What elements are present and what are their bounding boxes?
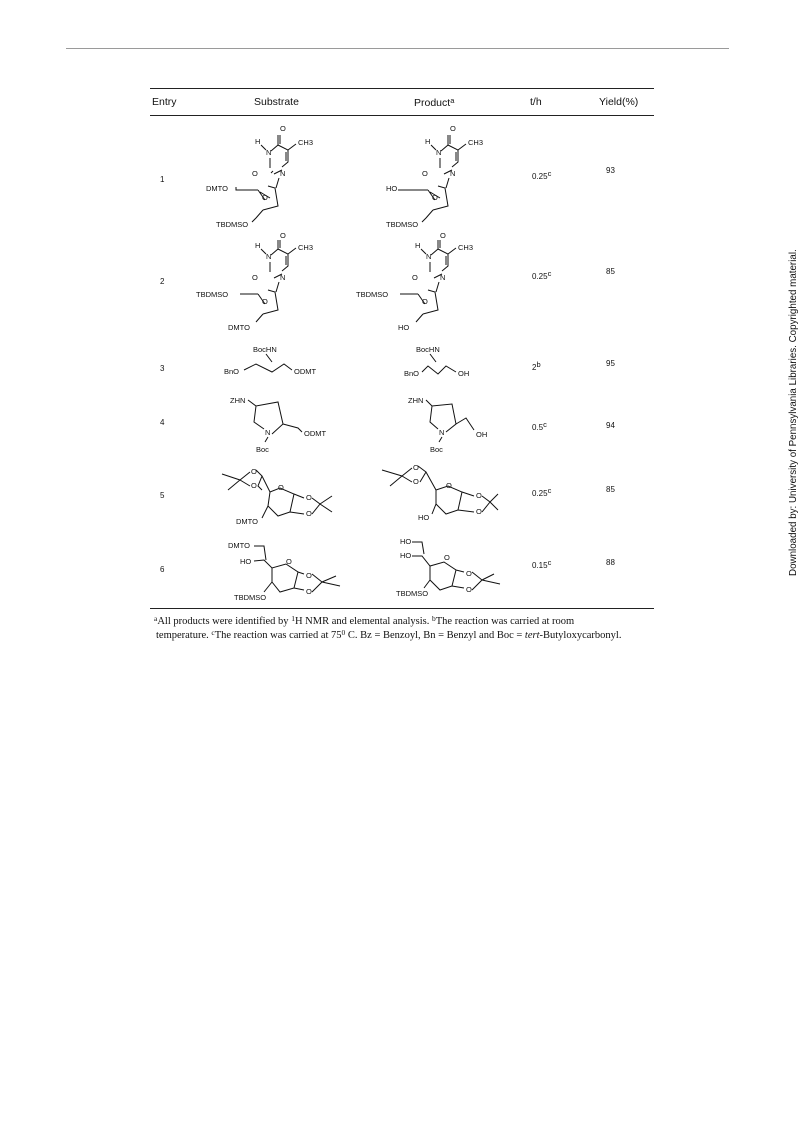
atom-label: N: [426, 252, 432, 261]
atom-label: CH3: [298, 138, 314, 147]
atom-label: O: [412, 273, 418, 282]
header-substrate: Substrate: [254, 96, 299, 108]
atom-label: TBDMSO: [356, 290, 389, 299]
atom-label: TBDMSO: [216, 220, 249, 229]
entry-2: 2: [160, 277, 165, 286]
header-time: t/h: [530, 96, 542, 108]
yield-4: 94: [606, 421, 615, 430]
yield-1: 93: [606, 166, 615, 175]
time-2: 0.25c: [532, 269, 552, 281]
table-top-rule: [150, 88, 654, 89]
atom-label: O: [466, 585, 472, 594]
atom-label: O: [286, 557, 292, 566]
footnote-line-1: $^a$All products were identified by $^1$H NMR and elemental analysis. $^b$The reaction was carried at room: [154, 614, 575, 627]
header-entry: Entry: [152, 96, 177, 108]
atom-label: O: [306, 587, 312, 596]
atom-label: TBDMSO: [196, 290, 229, 299]
atom-label: O: [466, 569, 472, 578]
atom-label: HO: [400, 551, 412, 560]
atom-label: BnO: [224, 367, 240, 376]
side-download-notice: Downloaded by: University of Pennsylvania Libraries. Copyrighted material.: [788, 249, 799, 576]
atom-label: O: [306, 509, 312, 518]
atom-label: H: [255, 241, 261, 250]
header-yield: Yield(%): [599, 96, 639, 108]
atom-label: N: [266, 148, 272, 157]
time-1: 0.25c: [532, 169, 552, 181]
header-product: Product$^a$: [414, 96, 455, 109]
atom-label: N: [265, 428, 271, 437]
atom-label: Boc: [256, 445, 269, 454]
atom-label: BnO: [404, 369, 420, 378]
atom-label: O: [446, 481, 452, 490]
atom-label: O: [252, 169, 258, 178]
yield-2: 85: [606, 267, 615, 276]
atom-label: DMTO: [228, 541, 250, 550]
atom-label: O: [432, 193, 438, 202]
atom-label: O: [252, 273, 258, 282]
atom-label: O: [306, 493, 312, 502]
atom-label: O: [280, 231, 286, 240]
atom-label: O: [413, 463, 419, 472]
atom-label: O: [444, 553, 450, 562]
atom-label: O: [476, 507, 482, 516]
atom-label: O: [278, 483, 284, 492]
entry-3-product-structure: [402, 342, 502, 382]
atom-label: OH: [458, 369, 470, 378]
entry-2-substrate-structure: [196, 228, 332, 340]
atom-label: O: [422, 297, 428, 306]
entry-4-substrate-structure: [228, 392, 348, 458]
atom-label: BocHN: [416, 345, 440, 354]
time-5: 0.25c: [532, 486, 552, 498]
atom-label: DMTO: [206, 184, 228, 193]
entry-1: 1: [160, 175, 165, 184]
atom-label: O: [262, 297, 268, 306]
entry-3-substrate-structure: [224, 342, 334, 382]
atom-label: N: [439, 428, 445, 437]
atom-label: ODMT: [294, 367, 317, 376]
entry-6: 6: [160, 565, 165, 574]
atom-label: H: [415, 241, 421, 250]
yield-5: 85: [606, 485, 615, 494]
atom-label: BocHN: [253, 345, 277, 354]
entry-5-product-structure: [380, 460, 500, 524]
atom-label: N: [436, 148, 442, 157]
atom-label: O: [476, 491, 482, 500]
atom-label: CH3: [458, 243, 474, 252]
atom-label: TBDMSO: [386, 220, 419, 229]
atom-label: O: [251, 481, 257, 490]
atom-label: H: [255, 137, 261, 146]
entry-6-product-structure: [394, 534, 504, 600]
entry-6-substrate-structure: [224, 538, 344, 604]
atom-label: HO: [398, 323, 410, 332]
time-3: 2b: [532, 360, 541, 372]
atom-label: HO: [418, 513, 430, 522]
entry-2-product-structure: [356, 228, 496, 340]
atom-label: ODMT: [304, 429, 327, 438]
atom-label: H: [425, 137, 431, 146]
atom-label: N: [440, 273, 446, 282]
entry-3: 3: [160, 364, 165, 373]
atom-label: HO: [240, 557, 252, 566]
atom-label: ZHN: [230, 396, 246, 405]
atom-label: TBDMSO: [234, 593, 267, 602]
atom-label: O: [450, 124, 456, 133]
atom-label: CH3: [468, 138, 484, 147]
table-bottom-rule: [150, 608, 654, 609]
page-top-rule: [66, 48, 729, 49]
entry-5-substrate-structure: [220, 466, 336, 528]
atom-label: O: [440, 231, 446, 240]
atom-label: N: [280, 273, 286, 282]
atom-label: N: [450, 169, 456, 178]
entry-4: 4: [160, 418, 165, 427]
time-6: 0.15c: [532, 558, 552, 570]
atom-label: N: [266, 252, 272, 261]
atom-label: O: [306, 571, 312, 580]
atom-label: O: [251, 467, 257, 476]
atom-label: CH3: [298, 243, 314, 252]
atom-label: O: [413, 477, 419, 486]
footnote-line-2: temperature. $^c$The reaction was carried at $75^0$ C. Bz = Benzoyl, Bn = Benzyl and Boc = tert-Butyloxycarbonyl.: [156, 628, 622, 641]
entry-1-product-structure: [370, 118, 500, 230]
table-header-rule: [150, 115, 654, 116]
atom-label: O: [262, 193, 268, 202]
entry-1-substrate-structure: [200, 118, 330, 230]
atom-label: O: [422, 169, 428, 178]
atom-label: DMTO: [236, 517, 258, 526]
entry-4-product-structure: [406, 392, 506, 458]
atom-label: O: [280, 124, 286, 133]
atom-label: ZHN: [408, 396, 424, 405]
atom-label: HO: [400, 537, 412, 546]
time-4: 0.5c: [532, 420, 547, 432]
atom-label: TBDMSO: [396, 589, 429, 598]
yield-3: 95: [606, 359, 615, 368]
entry-5: 5: [160, 491, 165, 500]
atom-label: OH: [476, 430, 488, 439]
yield-6: 88: [606, 558, 615, 567]
atom-label: DMTO: [228, 323, 250, 332]
atom-label: HO: [386, 184, 398, 193]
atom-label: N: [280, 169, 286, 178]
atom-label: Boc: [430, 445, 443, 454]
